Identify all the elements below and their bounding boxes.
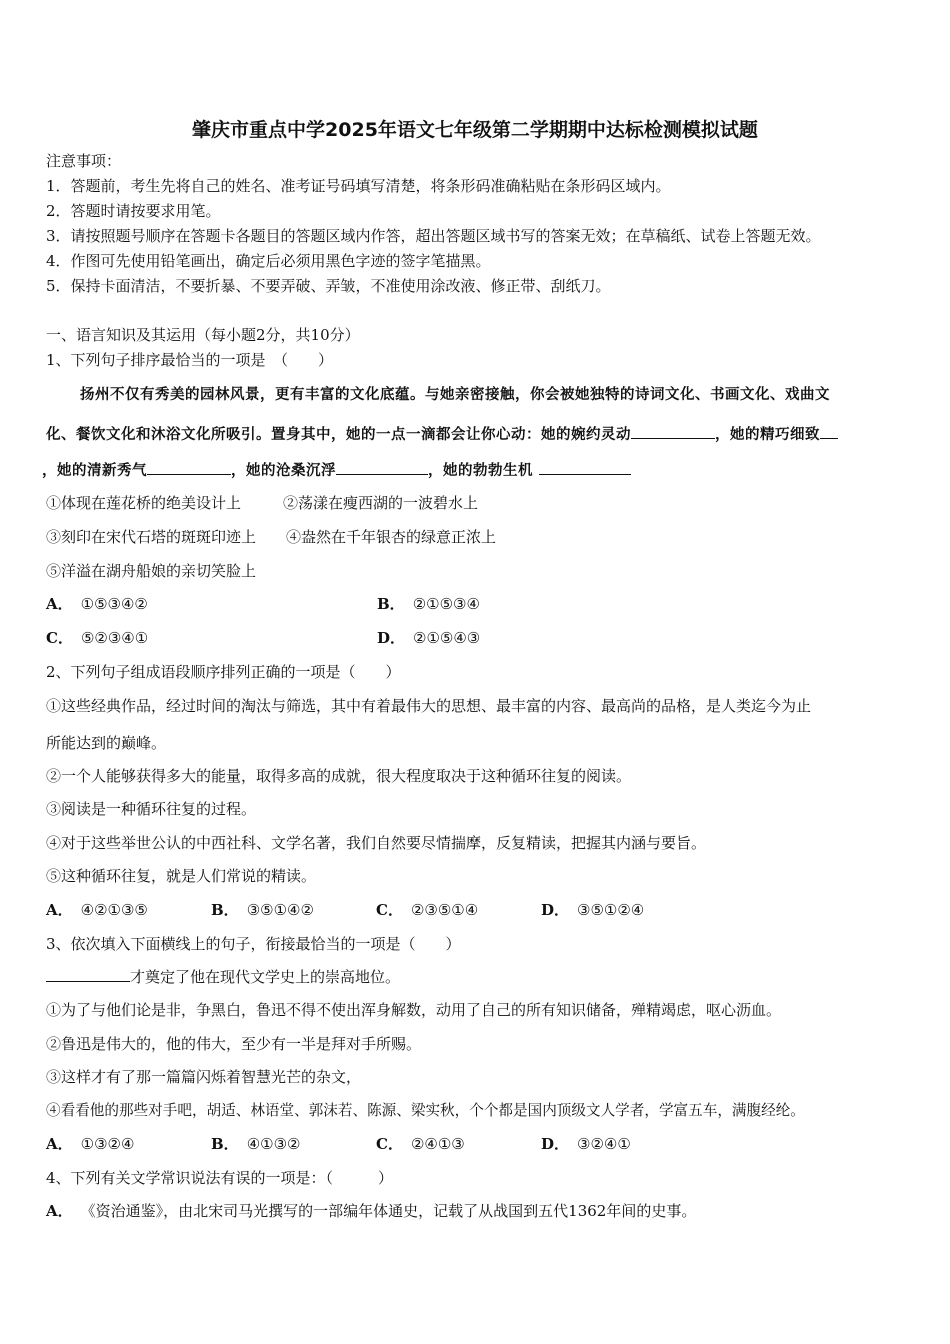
q1-passage-line3: [42, 460, 631, 481]
q2-sentence-2: ②一个人能够获得多大的能量，取得多高的成就，很大程度取决于这种循环往复的阅读。: [46, 767, 632, 785]
option-label: D．: [541, 901, 570, 919]
q1-option-d[interactable]: [377, 628, 480, 648]
option-label: A．: [46, 1135, 73, 1153]
q1-passage-text-d: ，她的沧桑沉浮: [231, 462, 336, 479]
option-text: ⑤②③④①: [80, 629, 149, 647]
q1-passage-text: 化、餐饮文化和沐浴文化所吸引。置身其中，她的一点一滴都会让你心动：她的婉约灵动: [46, 426, 631, 443]
q1-item-1: ①体现在莲花桥的绝美设计上: [46, 494, 242, 512]
q3-sentence-4: ④看看他的那些对手吧，胡适、林语堂、郭沫若、陈源、梁实秋，个个都是国内顶级文人学者，学富五车，满腹经纶。: [46, 1102, 805, 1119]
q1-item-5: ⑤洋溢在湖舟船娘的亲切笑脸上: [46, 562, 257, 580]
q1-option-a[interactable]: [46, 594, 148, 614]
q1-blank-3[interactable]: [147, 460, 231, 475]
q3-option-d[interactable]: [541, 1134, 631, 1154]
q1-passage-text-b: ，她的精巧细致: [715, 426, 820, 443]
q3-option-c[interactable]: [376, 1134, 541, 1154]
notice-item-5: 5．保持卡面清洁，不要折暴、不要弄破、弄皱，不准使用涂改液、修正带、刮纸刀。: [46, 277, 611, 295]
q4-stem: 4、下列有关文学常识说法有误的一项是：（ ）: [46, 1169, 394, 1187]
q1-option-b[interactable]: [377, 594, 480, 614]
option-text: ②④①③: [410, 1135, 465, 1153]
q1-item-row-1: [46, 493, 478, 513]
q2-stem: 2、下列句子组成语段顺序排列正确的一项是（ ）: [46, 663, 401, 681]
q1-blank-4[interactable]: [336, 460, 428, 475]
q1-passage-line2: [46, 424, 838, 445]
q1-stem: 1、下列句子排序最恰当的一项是 （ ）: [46, 351, 334, 369]
q1-blank-1[interactable]: [631, 424, 715, 439]
q1-blank-2[interactable]: [820, 424, 838, 439]
option-text: ④②①③⑤: [80, 901, 148, 919]
option-label: A．: [46, 595, 73, 613]
notice-item-4: 4．作图可先使用铅笔画出，确定后必须用黑色字迹的签字笔描黑。: [46, 252, 491, 270]
section-heading: 一、语言知识及其运用（每小题2分，共10分）: [46, 326, 360, 344]
option-label: A．: [46, 1202, 73, 1220]
notice-item-1: 1．答题前，考生先将自己的姓名、准考证号码填写清楚，将条形码准确粘贴在条形码区域内。: [46, 177, 671, 195]
option-text: 《资治通鉴》，由北宋司马光撰写的一部编年体通史，记载了从战国到五代1362年间的史事。: [80, 1202, 697, 1220]
q1-item-4: ④盎然在千年银杏的绿意正浓上: [286, 528, 497, 546]
option-text: ②①⑤③④: [412, 595, 480, 613]
q3-options: [46, 1134, 631, 1154]
q3-option-b[interactable]: [211, 1134, 376, 1154]
q3-lead: [46, 967, 400, 987]
q2-sentence-1b: 所能达到的巅峰。: [46, 734, 167, 752]
option-text: ①⑤③④②: [80, 595, 148, 613]
q3-lead-text: 才奠定了他在现代文学史上的崇高地位。: [130, 968, 401, 986]
q1-passage-text-c: ，她的清新秀气: [42, 462, 147, 479]
q3-sentence-3: ③这样才有了那一篇篇闪烁着智慧光芒的杂文，: [46, 1068, 362, 1086]
option-label: B．: [211, 1135, 239, 1153]
option-label: C．: [376, 901, 403, 919]
q2-sentence-4: ④对于这些举世公认的中西社科、文学名著，我们自然要尽情揣摩，反复精读，把握其内涵与要旨。: [46, 834, 707, 852]
option-text: ③②④①: [577, 1135, 631, 1153]
q2-sentence-5: ⑤这种循环往复，就是人们常说的精读。: [46, 867, 317, 885]
option-label: D．: [377, 629, 406, 647]
option-label: A．: [46, 901, 73, 919]
q1-option-c[interactable]: [46, 628, 148, 648]
q1-passage-text-e: ，她的勃勃生机: [428, 462, 533, 479]
q2-option-c[interactable]: [376, 900, 541, 920]
option-label: C．: [46, 629, 73, 647]
q4-option-a[interactable]: [46, 1201, 696, 1221]
option-text: ②③⑤①④: [410, 901, 479, 919]
q2-sentence-3: ③阅读是一种循环往复的过程。: [46, 800, 257, 818]
option-label: C．: [376, 1135, 403, 1153]
option-text: ①③②④: [80, 1135, 135, 1153]
q2-option-d[interactable]: [541, 900, 644, 920]
option-text: ④①③②: [246, 1135, 301, 1153]
notice-item-2: 2．答题时请按要求用笔。: [46, 202, 221, 220]
q1-blank-5[interactable]: [539, 460, 631, 475]
option-text: ③⑤①②④: [577, 901, 645, 919]
q1-item-3: ③刻印在宋代石塔的斑斑印迹上: [46, 528, 257, 546]
q2-option-b[interactable]: [211, 900, 376, 920]
q1-passage-line1: 扬州不仅有秀美的园林风景，更有丰富的文化底蕴。与她亲密接触，你会被她独特的诗词文化、书画文化、戏曲文: [80, 386, 830, 403]
page-title: 肇庆市重点中学2025年语文七年级第二学期期中达标检测模拟试题: [192, 119, 758, 141]
q2-option-a[interactable]: [46, 900, 211, 920]
q3-sentence-2: ②鲁迅是伟大的，他的伟大，至少有一半是拜对手所赐。: [46, 1035, 422, 1053]
q3-sentence-1: ①为了与他们论是非，争黑白，鲁迅不得不使出浑身解数，动用了自己的所有知识储备，殚精竭虑，呕心沥血。: [46, 1001, 782, 1019]
q1-item-row-2: [46, 527, 496, 547]
q2-sentence-1a: ①这些经典作品，经过时间的淘汰与筛选，其中有着最伟大的思想、最丰富的内容、最高尚的品格，是人类迄今为止: [46, 697, 812, 715]
notice-heading: 注意事项：: [46, 152, 122, 170]
q3-option-a[interactable]: [46, 1134, 211, 1154]
q3-blank[interactable]: [46, 967, 130, 982]
q2-options: [46, 900, 644, 920]
option-label: B．: [377, 595, 405, 613]
q1-item-2: ②荡漾在瘦西湖的一波碧水上: [283, 494, 479, 512]
option-text: ②①⑤④③: [413, 629, 481, 647]
option-text: ③⑤①④②: [246, 901, 314, 919]
option-label: B．: [211, 901, 239, 919]
q3-stem: 3、依次填入下面横线上的句子，衔接最恰当的一项是（ ）: [46, 935, 461, 953]
notice-item-3: 3．请按照题号顺序在答题卡各题目的答题区域内作答，超出答题区域书写的答案无效；在草稿纸、试卷上答题无效。: [46, 227, 821, 245]
option-label: D．: [541, 1135, 570, 1153]
